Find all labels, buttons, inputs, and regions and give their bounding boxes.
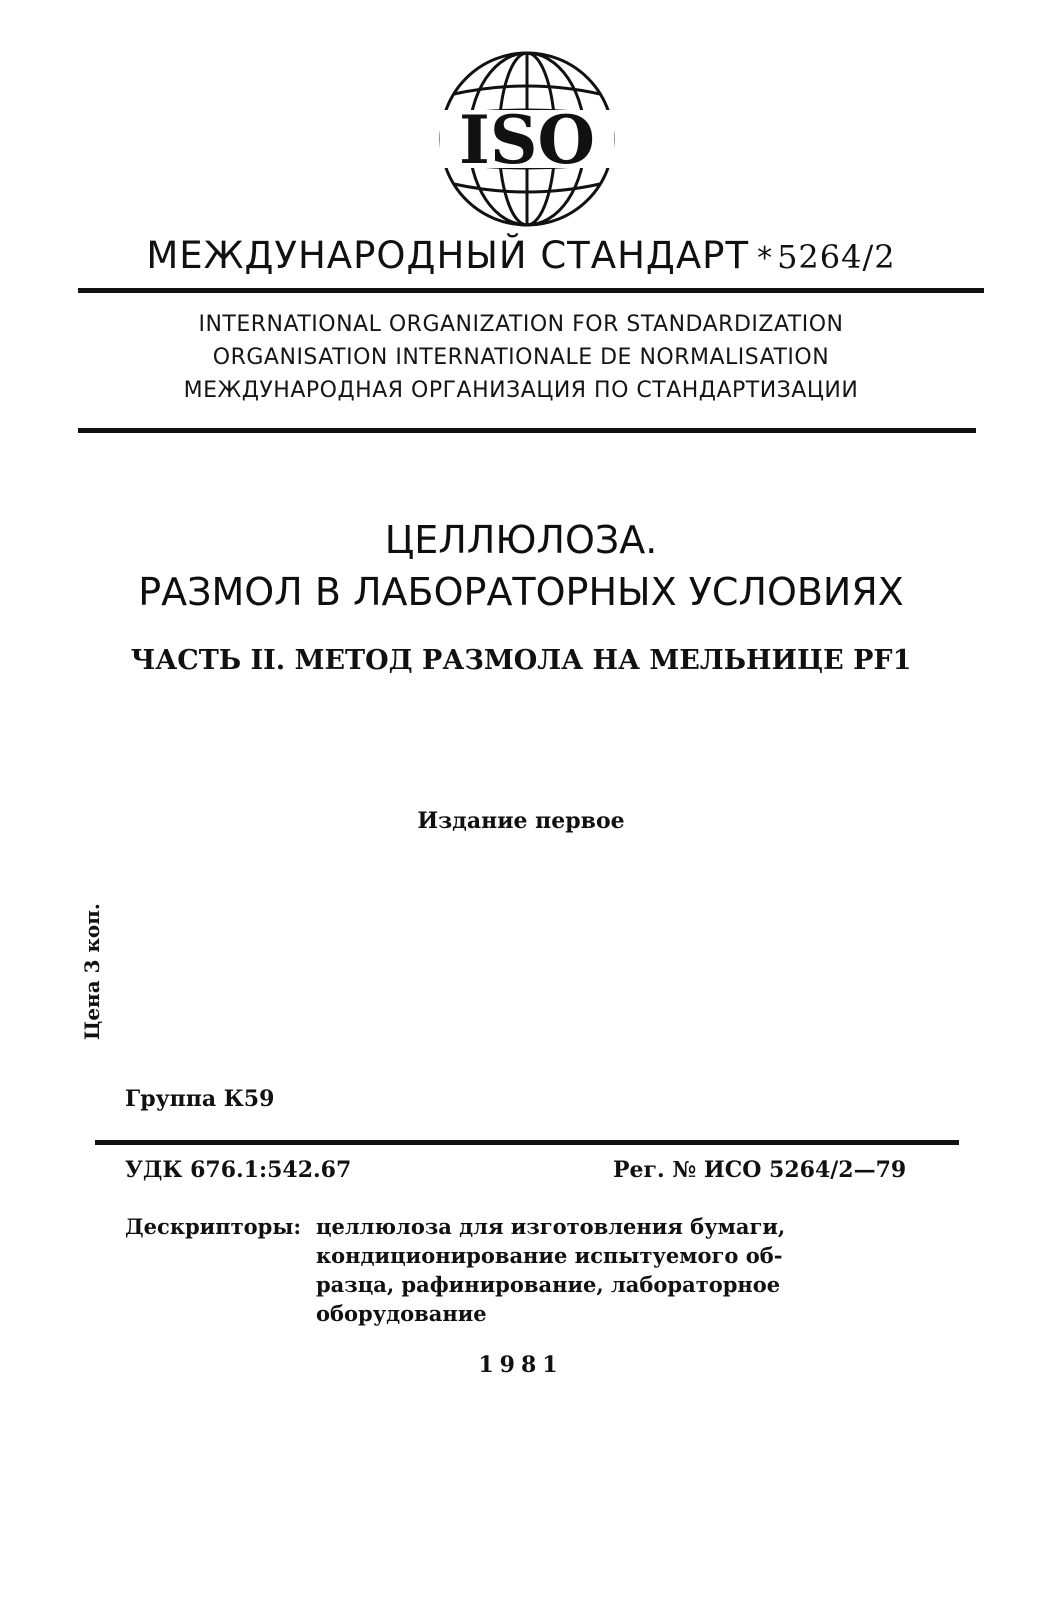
iso-logo: [432, 44, 622, 234]
price-label: Цена 3 коп.: [80, 903, 104, 1040]
descriptor-line: оборудование: [316, 1301, 487, 1326]
organization-name-fr: ORGANISATION INTERNATIONALE DE NORMALISATION: [212, 345, 830, 370]
divider-bottom: [95, 1140, 959, 1145]
descriptors-label: Дескрипторы:: [125, 1214, 302, 1239]
organization-name-ru: МЕЖДУНАРОДНАЯ ОРГАНИЗАЦИЯ ПО СТАНДАРТИЗАЦИИ: [183, 378, 859, 403]
divider-top: [78, 288, 984, 293]
standard-title: [0, 234, 1042, 277]
star-mark: *: [757, 241, 774, 276]
descriptor-line: кондиционирование испытуемого об-: [316, 1243, 783, 1268]
standard-number: 5264/2: [777, 238, 896, 276]
organization-name-en: INTERNATIONAL ORGANIZATION FOR STANDARDIZATION: [198, 312, 844, 337]
iso-logo-text: ISO: [458, 101, 596, 179]
divider-middle: [78, 428, 976, 433]
globe-icon: [432, 44, 622, 234]
descriptor-line: разца, рафинирование, лабораторное: [316, 1272, 781, 1297]
edition: Издание первое: [417, 808, 625, 834]
descriptor-line: целлюлоза для изготовления бумаги,: [316, 1214, 786, 1239]
document-part: ЧАСТЬ II. МЕТОД РАЗМОЛА НА МЕЛЬНИЦЕ PF1: [130, 645, 912, 676]
standard-title-text: МЕЖДУНАРОДНЫЙ СТАНДАРТ: [146, 234, 750, 277]
registration-number: Рег. № ИСО 5264/2—79: [613, 1157, 907, 1183]
udk-code: УДК 676.1:542.67: [125, 1157, 352, 1183]
group-code: Группа К59: [125, 1086, 275, 1112]
publication-year: 1981: [478, 1352, 564, 1378]
document-title-line2: РАЗМОЛ В ЛАБОРАТОРНЫХ УСЛОВИЯХ: [138, 570, 904, 614]
document-title-line1: ЦЕЛЛЮЛОЗА.: [384, 518, 658, 562]
